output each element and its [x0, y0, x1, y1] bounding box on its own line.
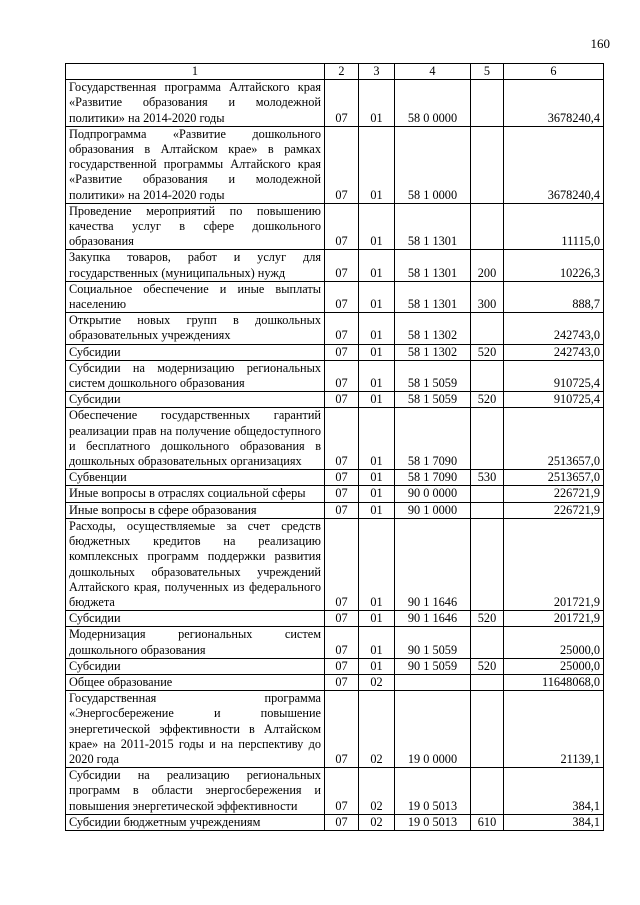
table-row — [66, 691, 604, 768]
table-row — [66, 768, 604, 815]
row-subsection-cell: 01 — [359, 281, 395, 312]
row-expense-type-cell: 200 — [471, 250, 504, 281]
row-subsection-cell: 01 — [359, 658, 395, 674]
row-name-cell: Субсидии — [66, 658, 325, 674]
row-name-cell: Расходы, осуществляемые за счет средств бюджетных кредитов на реализацию комплексных программ поддержки развития дошкольных образовательных учреждений Алтайского края, полученных из федерального бюджета — [66, 518, 325, 610]
row-section-cell: 07 — [325, 126, 359, 203]
row-target-item-cell: 58 1 7090 — [395, 470, 471, 486]
row-section-cell: 07 — [325, 486, 359, 502]
table-row — [66, 611, 604, 627]
row-subsection-cell: 01 — [359, 80, 395, 127]
row-expense-type-cell — [471, 768, 504, 815]
table-row — [66, 674, 604, 690]
header-cell: 3 — [359, 64, 395, 80]
row-subsection-cell: 02 — [359, 674, 395, 690]
row-target-item-cell: 58 1 0000 — [395, 126, 471, 203]
row-section-cell: 07 — [325, 814, 359, 830]
row-section-cell: 07 — [325, 80, 359, 127]
table-row — [66, 281, 604, 312]
row-subsection-cell: 01 — [359, 250, 395, 281]
row-expense-type-cell — [471, 518, 504, 610]
row-target-item-cell: 58 1 1302 — [395, 344, 471, 360]
row-target-item-cell: 90 1 0000 — [395, 502, 471, 518]
row-subsection-cell: 01 — [359, 313, 395, 344]
row-amount-cell: 2513657,0 — [504, 470, 604, 486]
row-target-item-cell: 58 0 0000 — [395, 80, 471, 127]
row-amount-cell: 910725,4 — [504, 360, 604, 391]
row-subsection-cell: 01 — [359, 408, 395, 470]
row-expense-type-cell — [471, 203, 504, 250]
row-expense-type-cell — [471, 313, 504, 344]
row-amount-cell: 226721,9 — [504, 486, 604, 502]
row-name-cell: Государственная программа «Энергосбережение и повышение энергетической эффективности в Алтайском крае» на 2011-2015 годы и на перспективу до 2020 года — [66, 691, 325, 768]
row-expense-type-cell: 530 — [471, 470, 504, 486]
row-amount-cell: 21139,1 — [504, 691, 604, 768]
row-expense-type-cell — [471, 486, 504, 502]
row-target-item-cell: 19 0 5013 — [395, 814, 471, 830]
row-name-cell: Субсидии на реализацию региональных программ в области энергосбережения и повышения энергетической эффективности — [66, 768, 325, 815]
table-row — [66, 250, 604, 281]
row-amount-cell: 910725,4 — [504, 392, 604, 408]
row-amount-cell: 25000,0 — [504, 658, 604, 674]
budget-table — [65, 63, 604, 831]
row-amount-cell: 11648068,0 — [504, 674, 604, 690]
table-row — [66, 408, 604, 470]
row-amount-cell: 226721,9 — [504, 502, 604, 518]
row-subsection-cell: 01 — [359, 486, 395, 502]
row-subsection-cell: 01 — [359, 360, 395, 391]
row-amount-cell: 384,1 — [504, 814, 604, 830]
row-section-cell: 07 — [325, 627, 359, 658]
row-target-item-cell: 58 1 5059 — [395, 392, 471, 408]
row-subsection-cell: 02 — [359, 768, 395, 815]
row-amount-cell: 2513657,0 — [504, 408, 604, 470]
row-name-cell: Подпрограмма «Развитие дошкольного образования в Алтайском крае» в рамках государственной программы Алтайского края «Развитие образования и молодежной политики» на 2014-2020 годы — [66, 126, 325, 203]
row-subsection-cell: 01 — [359, 502, 395, 518]
row-name-cell: Субсидии на модернизацию региональных систем дошкольного образования — [66, 360, 325, 391]
row-amount-cell: 11115,0 — [504, 203, 604, 250]
row-target-item-cell: 90 1 1646 — [395, 611, 471, 627]
row-section-cell: 07 — [325, 313, 359, 344]
row-target-item-cell: 58 1 1302 — [395, 313, 471, 344]
table-row — [66, 126, 604, 203]
row-subsection-cell: 01 — [359, 470, 395, 486]
row-subsection-cell: 02 — [359, 814, 395, 830]
table-row — [66, 627, 604, 658]
row-section-cell: 07 — [325, 691, 359, 768]
row-name-cell: Субсидии — [66, 392, 325, 408]
row-section-cell: 07 — [325, 674, 359, 690]
row-amount-cell: 3678240,4 — [504, 126, 604, 203]
row-target-item-cell: 19 0 0000 — [395, 691, 471, 768]
row-subsection-cell: 01 — [359, 203, 395, 250]
table-row — [66, 203, 604, 250]
row-subsection-cell: 01 — [359, 627, 395, 658]
row-amount-cell: 242743,0 — [504, 344, 604, 360]
row-name-cell: Субсидии бюджетным учреждениям — [66, 814, 325, 830]
row-name-cell: Модернизация региональных систем дошкольного образования — [66, 627, 325, 658]
header-row — [66, 64, 604, 80]
row-subsection-cell: 02 — [359, 691, 395, 768]
row-section-cell: 07 — [325, 470, 359, 486]
row-name-cell: Иные вопросы в отраслях социальной сферы — [66, 486, 325, 502]
row-amount-cell: 10226,3 — [504, 250, 604, 281]
row-subsection-cell: 01 — [359, 611, 395, 627]
row-section-cell: 07 — [325, 392, 359, 408]
table-row — [66, 518, 604, 610]
row-subsection-cell: 01 — [359, 344, 395, 360]
row-name-cell: Субсидии — [66, 344, 325, 360]
row-amount-cell: 25000,0 — [504, 627, 604, 658]
table-row — [66, 470, 604, 486]
row-section-cell: 07 — [325, 344, 359, 360]
row-target-item-cell: 90 1 5059 — [395, 658, 471, 674]
row-expense-type-cell — [471, 691, 504, 768]
row-name-cell: Открытие новых групп в дошкольных образовательных учреждениях — [66, 313, 325, 344]
row-expense-type-cell — [471, 126, 504, 203]
row-expense-type-cell — [471, 674, 504, 690]
row-target-item-cell: 90 1 1646 — [395, 518, 471, 610]
table-row — [66, 360, 604, 391]
row-expense-type-cell: 300 — [471, 281, 504, 312]
row-expense-type-cell — [471, 502, 504, 518]
table-row — [66, 658, 604, 674]
header-cell: 2 — [325, 64, 359, 80]
row-name-cell: Общее образование — [66, 674, 325, 690]
row-target-item-cell: 58 1 7090 — [395, 408, 471, 470]
row-subsection-cell: 01 — [359, 392, 395, 408]
row-subsection-cell: 01 — [359, 126, 395, 203]
header-cell: 4 — [395, 64, 471, 80]
row-expense-type-cell: 520 — [471, 658, 504, 674]
row-expense-type-cell: 520 — [471, 611, 504, 627]
row-section-cell: 07 — [325, 502, 359, 518]
row-expense-type-cell — [471, 408, 504, 470]
table-row — [66, 814, 604, 830]
row-target-item-cell: 90 1 5059 — [395, 627, 471, 658]
row-amount-cell: 242743,0 — [504, 313, 604, 344]
row-amount-cell: 201721,9 — [504, 518, 604, 610]
row-section-cell: 07 — [325, 611, 359, 627]
table-row — [66, 486, 604, 502]
row-target-item-cell — [395, 674, 471, 690]
row-amount-cell: 384,1 — [504, 768, 604, 815]
row-target-item-cell: 58 1 1301 — [395, 281, 471, 312]
row-section-cell: 07 — [325, 203, 359, 250]
row-target-item-cell: 90 0 0000 — [395, 486, 471, 502]
row-section-cell: 07 — [325, 518, 359, 610]
table-row — [66, 344, 604, 360]
header-cell: 1 — [66, 64, 325, 80]
table-row — [66, 392, 604, 408]
table-row — [66, 80, 604, 127]
row-name-cell: Проведение мероприятий по повышению качества услуг в сфере дошкольного образования — [66, 203, 325, 250]
row-name-cell: Социальное обеспечение и иные выплаты населению — [66, 281, 325, 312]
row-section-cell: 07 — [325, 658, 359, 674]
row-section-cell: 07 — [325, 768, 359, 815]
page-number: 160 — [590, 36, 610, 51]
row-section-cell: 07 — [325, 250, 359, 281]
row-name-cell: Государственная программа Алтайского края «Развитие образования и молодежной политики» на 2014-2020 годы — [66, 80, 325, 127]
row-name-cell: Субсидии — [66, 611, 325, 627]
row-expense-type-cell — [471, 360, 504, 391]
row-amount-cell: 3678240,4 — [504, 80, 604, 127]
row-name-cell: Обеспечение государственных гарантий реализации прав на получение общедоступного и бесплатного дошкольного образования в дошкольных образовательных организациях — [66, 408, 325, 470]
row-target-item-cell: 58 1 1301 — [395, 250, 471, 281]
header-cell: 5 — [471, 64, 504, 80]
header-cell: 6 — [504, 64, 604, 80]
row-amount-cell: 201721,9 — [504, 611, 604, 627]
row-section-cell: 07 — [325, 281, 359, 312]
table-row — [66, 313, 604, 344]
row-name-cell: Закупка товаров, работ и услуг для государственных (муниципальных) нужд — [66, 250, 325, 281]
row-section-cell: 07 — [325, 408, 359, 470]
row-amount-cell: 888,7 — [504, 281, 604, 312]
row-expense-type-cell — [471, 80, 504, 127]
row-subsection-cell: 01 — [359, 518, 395, 610]
row-expense-type-cell: 610 — [471, 814, 504, 830]
row-expense-type-cell — [471, 627, 504, 658]
row-target-item-cell: 19 0 5013 — [395, 768, 471, 815]
table-row — [66, 502, 604, 518]
row-expense-type-cell: 520 — [471, 344, 504, 360]
row-name-cell: Иные вопросы в сфере образования — [66, 502, 325, 518]
row-target-item-cell: 58 1 5059 — [395, 360, 471, 391]
row-section-cell: 07 — [325, 360, 359, 391]
row-name-cell: Субвенции — [66, 470, 325, 486]
row-target-item-cell: 58 1 1301 — [395, 203, 471, 250]
row-expense-type-cell: 520 — [471, 392, 504, 408]
